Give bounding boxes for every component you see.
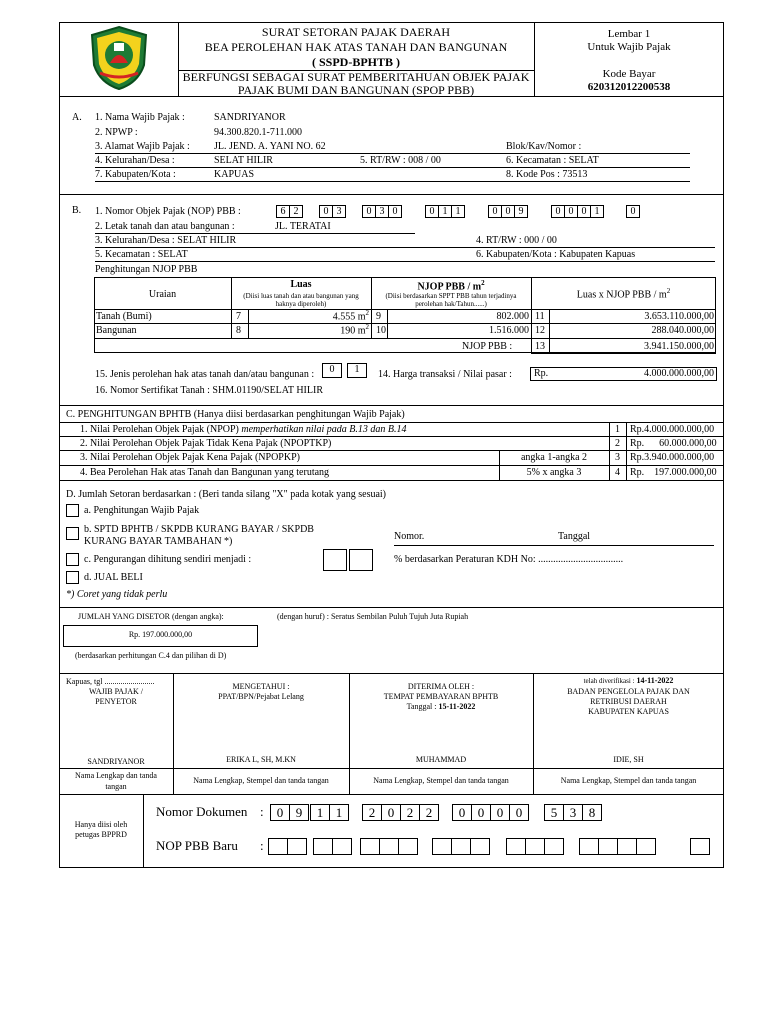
dokumen-digit: 0 — [471, 804, 491, 821]
dokumen-digit: 0 — [490, 804, 510, 821]
sig4-foot: Nama Lengkap, Stempel dan tanda tangan — [560, 776, 697, 785]
dokumen-digit: 0 — [452, 804, 472, 821]
dokumen-digit: 2 — [362, 804, 382, 821]
npwp-value: 94.300.820.1-711.000 — [214, 127, 302, 138]
kabupaten-label: 7. Kabupaten/Kota : — [95, 169, 176, 180]
sig3-title-1: DITERIMA OLEH : — [407, 682, 475, 691]
b-kabupaten: 6. Kabupaten/Kota : Kabupaten Kapuas — [476, 249, 636, 260]
njop-pbb-value: 3.941.150.000,00 — [644, 341, 714, 352]
opt-b-label-2: KURANG BAYAR TAMBAHAN *) — [84, 536, 233, 547]
c-row-1-label — [80, 424, 406, 435]
dokumen-digit: 9 — [289, 804, 309, 821]
sig2-name: ERIKA L, SH, M.KN — [226, 755, 296, 764]
nomor-dokumen-colon: : — [260, 804, 264, 819]
col-njop-text: NJOP PBB / m — [417, 281, 482, 293]
njop-title: Penghitungan NJOP PBB — [95, 264, 198, 275]
row-bangunan-njop: 1.516.000 — [489, 325, 529, 336]
nop-digit: 9 — [514, 205, 528, 218]
c-row-1-no: 1 — [615, 424, 620, 435]
col-njop-sub: (Diisi berdasarkan SPPT PBB tahun terjadinya perolehan hak/Tahun......) — [385, 292, 517, 308]
dokumen-digit: 2 — [419, 804, 439, 821]
sig1-name: SANDRIYANOR — [87, 757, 145, 766]
nama-value: SANDRIYANOR — [214, 112, 286, 123]
nop-digit: 1 — [438, 205, 452, 218]
harga-prefix: Rp. — [534, 368, 549, 379]
c-row-1-value: Rp.4.000.000.000,00 — [630, 424, 715, 435]
sig3-title-2: TEMPAT PEMBAYARAN BPHTB — [383, 692, 499, 701]
section-d-title: D. Jumlah Setoran berdasarkan : (Beri tanda silang "X" pada kotak yang sesuai) — [66, 489, 387, 500]
coret-note: *) Coret yang tidak perlu — [66, 589, 168, 600]
dokumen-digit: 2 — [400, 804, 420, 821]
section-b-letter: B. — [72, 205, 82, 216]
row-tanah-luas-text: 4.555 m — [332, 311, 366, 323]
harga-value: 4.000.000.000,00 — [644, 368, 714, 379]
nop-baru-digit-box[interactable] — [313, 838, 333, 855]
jenis-digit-2: 1 — [347, 363, 367, 378]
jumlah-angka-value: Rp. 197.000.000,00 — [128, 630, 193, 639]
row-tanah-no3: 11 — [535, 311, 545, 322]
hanya-diisi-2: petugas BPPRD — [75, 830, 127, 839]
dokumen-digit: 8 — [582, 804, 602, 821]
c-row-3-label: 3. Nilai Perolehan Objek Pajak Kena Pajak (NPOPKP) — [80, 452, 300, 463]
opt-d-label: d. JUAL BELI — [84, 572, 143, 583]
c-row-2-value: Rp. 60.000.000,00 — [630, 438, 717, 449]
dokumen-digit: 0 — [381, 804, 401, 821]
sig2-title-2: PPAT/BPN/Pejabat Lelang — [218, 692, 304, 701]
sig3-tanggal-value: 15-11-2022 — [438, 702, 476, 711]
nop-digit: 0 — [551, 205, 565, 218]
nop-baru-digit-box[interactable] — [268, 838, 288, 855]
jumlah-note: (berdasarkan perhitungan C.4 dan pilihan di D) — [75, 651, 227, 660]
sig1-title-1: WAJIB PAJAK / — [89, 687, 143, 696]
nop-digit: 3 — [375, 205, 389, 218]
sig1-foot-1: Nama Lengkap dan tanda — [75, 771, 157, 780]
kodepos-value: 8. Kode Pos : 73513 — [506, 169, 588, 180]
hanya-diisi-1: Hanya diisi oleh — [74, 820, 128, 829]
col-luas: Luas — [290, 279, 312, 290]
row-tanah-njop: 802.000 — [496, 311, 529, 322]
letak-label: 2. Letak tanah dan atau bangunan : — [95, 221, 235, 232]
nomor-label: Nomor. — [394, 531, 425, 542]
c-row-2-no: 2 — [615, 438, 620, 449]
sig3-foot: Nama Lengkap, Stempel dan tanda tangan — [373, 776, 509, 785]
row-tanah-no2: 9 — [376, 311, 381, 322]
col-njop-sup: 2 — [481, 279, 485, 287]
opt-c-label: c. Pengurangan dihitung sendiri menjadi : — [84, 554, 252, 565]
nop-baru-digit-box[interactable] — [451, 838, 471, 855]
header-title-4: BERFUNGSI SEBAGAI SURAT PEMBERITAHUAN OBJEK PAJAK — [182, 70, 530, 84]
checkbox-a[interactable] — [66, 504, 79, 517]
col-total-text: Luas x NJOP PBB / m — [576, 289, 667, 301]
col-total — [531, 287, 716, 300]
dokumen-digit: 1 — [329, 804, 349, 821]
dokumen-digit: 1 — [310, 804, 330, 821]
checkbox-b[interactable] — [66, 527, 79, 540]
sig4-verif — [533, 676, 724, 685]
c-row-4-no: 4 — [615, 467, 620, 478]
row-bangunan-luas — [250, 323, 369, 336]
c-row-3-no: 3 — [615, 452, 620, 463]
row-tanah-luas — [250, 309, 369, 322]
njop-pbb-label: NJOP PBB : — [462, 341, 513, 352]
sig2-title-1: MENGETAHUI : — [232, 682, 290, 691]
nop-label: 1. Nomor Objek Pajak (NOP) PBB : — [95, 206, 241, 217]
harga-label: 14. Harga transaksi / Nilai pasar : — [378, 369, 512, 380]
row-tanah-luas-sup: 2 — [365, 309, 369, 317]
col-luas-sub: (Diisi luas tanah dan atau bangunan yang haknya diperoleh) — [243, 292, 359, 308]
row-bangunan-no1: 8 — [236, 325, 241, 336]
sig4-title-2: RETRIBUSI DAERAH — [590, 697, 667, 706]
c-row-1-text: 1. Nilai Perolehan Objek Pajak (NPOP) — [80, 424, 242, 435]
logo-emblem — [86, 25, 152, 91]
nop-baru-digit-box[interactable] — [506, 838, 526, 855]
jumlah-angka-label: JUMLAH YANG DISETOR (dengan angka): — [78, 612, 224, 621]
nop-baru-digit-box[interactable] — [636, 838, 656, 855]
kabupaten-value: KAPUAS — [214, 169, 255, 180]
c-row-4-formula: 5% x angka 3 — [526, 467, 582, 478]
row-bangunan-no2: 10 — [376, 325, 386, 336]
nop-baru-label: NOP PBB Baru — [156, 838, 238, 853]
opt-b-label-1: b. SPTD BPHTB / SKPDB KURANG BAYAR / SKPDB — [84, 524, 314, 535]
b-kecamatan: 5. Kecamatan : SELAT — [95, 249, 188, 260]
nop-baru-digit-box[interactable] — [525, 838, 545, 855]
nop-baru-digit-box[interactable] — [287, 838, 307, 855]
dokumen-digit: 5 — [544, 804, 564, 821]
nop-baru-digit-box[interactable] — [544, 838, 564, 855]
nop-digit: 0 — [626, 205, 640, 218]
row-tanah-total: 3.653.110.000,00 — [644, 311, 714, 322]
blok-label: Blok/Kav/Nomor : — [506, 141, 582, 152]
c-row-4-value: Rp. 197.000.000,00 — [630, 467, 717, 478]
nop-digit: 0 — [488, 205, 502, 218]
rtrw-value: 5. RT/RW : 008 / 00 — [360, 155, 441, 166]
row-bangunan-no3: 12 — [535, 325, 545, 336]
pengurangan-box-1[interactable] — [323, 549, 347, 571]
c-row-1-italic: memperhatikan nilai pada B.13 dan B.14 — [241, 424, 407, 435]
kecamatan-value: 6. Kecamatan : SELAT — [506, 155, 599, 166]
section-a-letter: A. — [72, 112, 82, 123]
b-kelurahan: 3. Kelurahan/Desa : SELAT HILIR — [95, 235, 237, 246]
header-title-5: PAJAK BUMI DAN BANGUNAN (SPOP PBB) — [237, 83, 475, 97]
jenis-label: 15. Jenis perolehan hak atas tanah dan/atau bangunan : — [95, 369, 315, 380]
sig4-title-1: BADAN PENGELOLA PAJAK DAN — [567, 687, 690, 696]
nop-digit: 0 — [577, 205, 591, 218]
sig4-title-3: KABUPATEN KAPUAS — [588, 707, 669, 716]
dokumen-digit: 0 — [509, 804, 529, 821]
nop-baru-digit-box[interactable] — [617, 838, 637, 855]
nop-digit: 0 — [362, 205, 376, 218]
header-title-2: BEA PEROLEHAN HAK ATAS TANAH DAN BANGUNAN — [204, 40, 508, 54]
nop-digit: 1 — [451, 205, 465, 218]
checkbox-c[interactable] — [66, 553, 79, 566]
sertifikat-value: 16. Nomor Sertifikat Tanah : SHM.01190/SELAT HILIR — [95, 385, 323, 396]
c-row-3-formula: angka 1-angka 2 — [520, 452, 588, 463]
sig4-verif-label: telah diverifikasi : — [583, 677, 635, 685]
nop-digit: 1 — [590, 205, 604, 218]
nop-baru-digit-box[interactable] — [470, 838, 490, 855]
nop-digit: 0 — [564, 205, 578, 218]
lembar-label: Lembar 1 — [607, 28, 651, 40]
nop-digit: 2 — [289, 205, 303, 218]
nop-baru-digit-box[interactable] — [398, 838, 418, 855]
nop-digit: 0 — [319, 205, 333, 218]
row-bangunan-total: 288.040.000,00 — [651, 325, 714, 336]
tanggal-label: Tanggal — [558, 531, 591, 542]
letak-value: JL. TERATAI — [275, 221, 331, 232]
nop-baru-colon: : — [260, 838, 264, 853]
kode-bayar-label: Kode Bayar — [602, 68, 656, 80]
nop-digit: 3 — [332, 205, 346, 218]
sig1-foot-2: tangan — [105, 782, 127, 791]
nop-baru-digit-box[interactable] — [690, 838, 710, 855]
jumlah-huruf: (dengan huruf) : Seratus Sembilan Puluh Tujuh Juta Rupiah — [277, 612, 469, 621]
nop-digit: 0 — [425, 205, 439, 218]
header-title-3: ( SSPD-BPHTB ) — [311, 55, 400, 69]
nop-digit: 6 — [276, 205, 290, 218]
sig1-title-2: PENYETOR — [95, 697, 137, 706]
nop-digit: 0 — [501, 205, 515, 218]
col-njop — [371, 279, 531, 292]
sig3-name: MUHAMMAD — [415, 755, 467, 764]
nop-baru-digit-box[interactable] — [332, 838, 352, 855]
dokumen-digit: 0 — [270, 804, 290, 821]
npwp-label: 2. NPWP : — [95, 127, 138, 138]
sig3-tanggal-label: Tanggal : — [406, 702, 437, 711]
alamat-label: 3. Alamat Wajib Pajak : — [95, 141, 190, 152]
row-bangunan-luas-text: 190 m — [340, 325, 366, 337]
nomor-dokumen-label: Nomor Dokumen — [156, 804, 248, 819]
row-bangunan-name: Bangunan — [96, 325, 137, 336]
row-tanah-name: Tanah (Bumi) — [96, 311, 152, 322]
nama-label: 1. Nama Wajib Pajak : — [95, 112, 185, 123]
nop-baru-digit-box[interactable] — [360, 838, 380, 855]
dokumen-digit: 3 — [563, 804, 583, 821]
row-tanah-no1: 7 — [236, 311, 241, 322]
nop-baru-digit-box[interactable] — [379, 838, 399, 855]
col-total-sup: 2 — [666, 287, 671, 295]
sig2-foot: Nama Lengkap, Stempel dan tanda tangan — [193, 776, 329, 785]
col-uraian: Uraian — [148, 289, 177, 300]
jenis-digit-1: 0 — [322, 363, 342, 378]
nop-baru-digit-box[interactable] — [432, 838, 452, 855]
pengurangan-box-2[interactable] — [349, 549, 373, 571]
header-title-1: SURAT SETORAN PAJAK DAERAH — [261, 25, 451, 39]
njop-pbb-no: 13 — [535, 341, 545, 352]
sig3-tanggal — [349, 702, 533, 711]
row-bangunan-luas-sup: 2 — [365, 323, 369, 331]
sig4-verif-value: 14-11-2022 — [636, 676, 674, 685]
kelurahan-value: SELAT HILIR — [214, 155, 273, 166]
b-rtrw: 4. RT/RW : 000 / 00 — [476, 235, 557, 246]
sig1-place: Kapuas, tgl ......................... — [66, 677, 155, 686]
nop-digit: 0 — [388, 205, 402, 218]
sig4-name: IDIE, SH — [613, 755, 644, 764]
kode-bayar-value: 620312012200538 — [587, 81, 671, 93]
c-row-4-label: 4. Bea Perolehan Hak atas Tanah dan Bangunan yang terutang — [80, 467, 330, 478]
alamat-value: JL. JEND. A. YANI NO. 62 — [214, 141, 326, 152]
nop-baru-digit-box[interactable] — [598, 838, 618, 855]
nop-baru-digit-box[interactable] — [579, 838, 599, 855]
c-row-3-value: Rp.3.940.000.000,00 — [630, 452, 715, 463]
c-row-2-label: 2. Nilai Perolehan Objek Pajak Tidak Kena Pajak (NPOPTKP) — [80, 438, 332, 449]
kdh-label: % berdasarkan Peraturan KDH No: .................................. — [394, 554, 624, 565]
section-c-title: C. PENGHITUNGAN BPHTB (Hanya diisi berdasarkan penghitungan Wajib Pajak) — [66, 409, 405, 420]
kelurahan-label: 4. Kelurahan/Desa : — [95, 155, 175, 166]
untuk-label: Untuk Wajib Pajak — [587, 41, 671, 53]
checkbox-d[interactable] — [66, 571, 79, 584]
opt-a-label: a. Penghitungan Wajib Pajak — [84, 505, 200, 516]
